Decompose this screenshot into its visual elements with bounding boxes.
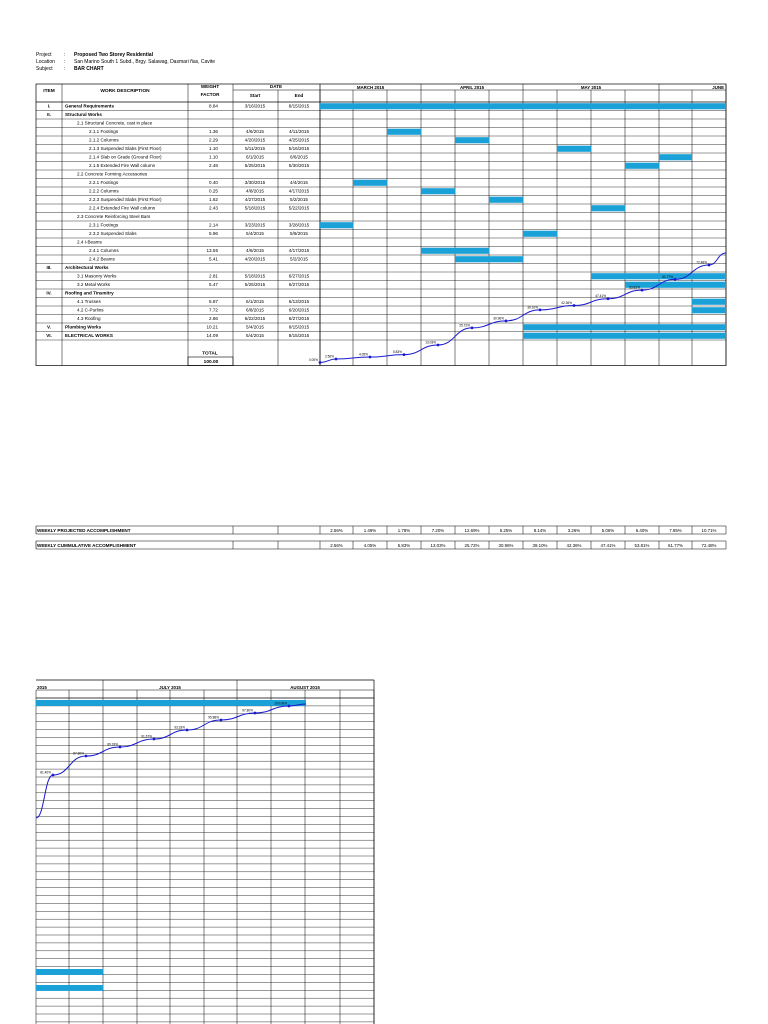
gantt-bar	[692, 307, 726, 313]
s-curve-label: 72.48%	[696, 260, 707, 265]
s-curve-label: 0.00%	[308, 358, 318, 362]
gantt-bar	[36, 969, 103, 975]
work-description: 2.2.4 Extended Fire Wall column	[89, 205, 156, 211]
gantt-bar	[523, 324, 726, 330]
start-date: 5/4/2015	[246, 230, 264, 236]
weekly-cumulative-value: 42.36%	[566, 542, 582, 548]
s-curve-point	[369, 356, 372, 359]
weight-factor: 5.87	[209, 298, 218, 304]
weight-factor: 5.96	[209, 230, 218, 236]
gantt-bar	[591, 273, 726, 279]
work-description: 2.1 Structural Concrete, cast in place	[77, 120, 153, 126]
gantt-bar	[320, 103, 726, 109]
project-value: Proposed Two Storey Residential	[74, 52, 154, 58]
s-curve-point	[119, 746, 122, 749]
start-date: 5/4/2015	[246, 324, 264, 330]
start-date: 6/1/2015	[246, 154, 264, 160]
weight-factor: 7.72	[209, 307, 218, 313]
end-date: 6/27/2015	[288, 281, 310, 287]
work-description: 2.1.5 Extended Fire Wall column	[89, 162, 156, 168]
gantt-bar	[591, 205, 625, 211]
weight-factor: 0.40	[209, 179, 218, 185]
s-curve-label: 89.33%	[107, 742, 118, 747]
start-date: 4/20/2015	[244, 137, 266, 143]
weight-factor: 14.09	[206, 332, 218, 338]
s-curve-label: 39.10%	[527, 305, 538, 310]
end-date: 4/25/2015	[288, 137, 310, 143]
header-factor: FACTOR	[200, 92, 220, 97]
gantt-bar	[320, 222, 353, 228]
month-label: MAY 2015	[580, 85, 602, 90]
weekly-cumulative-label: WEEKLY CUMMULATIVE ACCOMPLISHMENT	[37, 542, 137, 548]
gantt-bar	[421, 188, 455, 194]
s-curve-point	[220, 719, 223, 722]
s-curve-label: 5.83%	[392, 350, 402, 355]
weekly-projected-value: 10.71%	[701, 527, 717, 533]
weekly-cumulative-value: 53.81%	[634, 542, 650, 548]
end-date: 4/4/2015	[290, 179, 308, 185]
s-curve-label: 13.03%	[425, 340, 436, 345]
month-label: JULY 2015	[159, 685, 181, 690]
sep: :	[64, 59, 66, 65]
end-date: 6/20/2015	[288, 307, 310, 313]
weight-factor: 1.10	[209, 154, 218, 160]
location-value: San Marino South 1 Subd., Brgy. Salawag, Dasmari ñas, Cavite	[74, 59, 216, 65]
s-curve-point	[573, 304, 576, 307]
gantt-bar	[36, 985, 103, 991]
s-curve-label: 53.81%	[629, 285, 640, 290]
total-value: 100.00	[203, 360, 219, 365]
weekly-projected-value: 7.95%	[669, 527, 682, 533]
gantt-bar	[489, 197, 523, 203]
end-date: 6/27/2015	[288, 315, 310, 321]
gantt-bar	[659, 154, 692, 160]
s-curve-point	[288, 705, 291, 708]
end-date: 5/22/2015	[288, 205, 310, 211]
s-curve-point	[471, 327, 474, 330]
start-date: 5/25/2015	[244, 162, 266, 168]
work-description: 2.1.4 Slab on Grade (Ground Floor)	[89, 154, 162, 160]
s-curve-label: 87.80%	[73, 751, 84, 756]
s-curve-point	[153, 738, 156, 741]
weekly-projected-label: WEEKLY PROJECTED ACCOMPLISHMENT	[37, 527, 131, 533]
s-curve-label: 2.56%	[324, 354, 334, 359]
header-item: ITEM	[43, 89, 55, 94]
s-curve-label: 93.33%	[174, 725, 185, 730]
start-date: 5/18/2015	[244, 273, 266, 279]
weight-factor: 2.29	[209, 137, 218, 143]
work-description: 2.3 Concrete Reinforcing Steel Bars	[77, 213, 151, 219]
s-curve-point	[335, 358, 338, 361]
work-description: 2.2.1 Footings	[89, 179, 119, 185]
weight-factor: 13.55	[206, 247, 218, 253]
subject-value: BAR CHART	[74, 66, 104, 72]
work-description: 3.2 Metal Works	[77, 281, 111, 287]
item-number: VI.	[46, 332, 52, 338]
end-date: 8/15/2015	[288, 103, 310, 109]
end-date: 5/16/2015	[288, 145, 310, 151]
weekly-cumulative-value: 30.96%	[498, 542, 514, 548]
item-number: III.	[46, 264, 52, 270]
work-description: 2.1.2 Columns	[89, 137, 119, 143]
month-label: JUNE	[712, 85, 724, 90]
header-date: DATE	[269, 84, 283, 89]
gantt-bar	[387, 129, 421, 135]
weekly-cumulative-value: 4.05%	[363, 542, 377, 548]
work-description: 2.4 I-Beams	[77, 239, 102, 245]
sep: :	[64, 52, 66, 58]
start-date: 4/6/2015	[246, 247, 264, 253]
work-description: Architectural Works	[65, 264, 109, 270]
end-date: 4/17/2015	[288, 247, 310, 253]
weekly-projected-value: 5.06%	[601, 527, 615, 533]
start-date: 5/11/2015	[244, 145, 266, 151]
work-description: Plumbing Works	[65, 324, 102, 330]
s-curve-point	[85, 755, 88, 758]
end-date: 6/13/2015	[288, 298, 310, 304]
weekly-cumulative-value: 2.56%	[330, 542, 343, 548]
weekly-cumulative-value: 13.03%	[430, 542, 446, 548]
gantt-bar	[523, 231, 557, 237]
start-date: 4/8/2015	[246, 188, 264, 194]
top-table-frame	[36, 84, 726, 366]
work-description: 2.2 Concrete Forming Accessories	[77, 171, 148, 177]
s-curve-label: 42.36%	[561, 301, 572, 306]
weight-factor: 2.86	[209, 315, 218, 321]
s-curve-label: 91.67%	[141, 734, 152, 739]
s-curve-point	[539, 309, 542, 312]
start-date: 3/30/2015	[244, 179, 266, 185]
end-date: 8/15/2015	[288, 324, 310, 330]
weight-factor: 0.25	[209, 188, 218, 194]
weight-factor: 2.48	[209, 162, 218, 168]
gantt-bar	[455, 137, 489, 143]
total-label: TOTAL	[202, 351, 218, 357]
work-description: Structural Works	[65, 111, 102, 117]
weekly-projected-value: 1.49%	[363, 527, 377, 533]
gantt-bar	[692, 299, 726, 305]
work-description: 4.2 C-Purlins	[77, 307, 104, 313]
work-description: 2.4.2 Beams	[89, 256, 115, 262]
weight-factor: 10.21	[206, 324, 218, 330]
work-description: 3.1 Masonry Works	[77, 273, 117, 279]
weekly-projected-value: 7.20%	[431, 527, 445, 533]
work-description: General Requirements	[65, 103, 115, 109]
weekly-projected-value: 12.69%	[464, 527, 480, 533]
start-date: 4/6/2015	[246, 128, 264, 134]
work-description: 2.4.1 Columns	[89, 247, 119, 253]
gantt-bar	[455, 256, 523, 262]
start-date: 3/23/2015	[244, 222, 266, 228]
start-date: 6/22/2015	[244, 315, 266, 321]
s-curve-label: 95.88%	[208, 715, 219, 720]
s-curve-point	[607, 297, 610, 300]
s-curve-point	[186, 729, 189, 732]
end-date: 4/11/2015	[288, 128, 310, 134]
s-curve-label: 100.00%	[274, 701, 287, 706]
gantt-bar	[625, 282, 726, 288]
header-weight: WEIGHT	[200, 84, 220, 89]
weight-factor: 2.43	[209, 205, 218, 211]
s-curve-point	[505, 319, 508, 322]
s-curve-label: 4.05%	[358, 352, 368, 357]
month-label: 2015	[37, 685, 47, 690]
start-date: 6/8/2015	[246, 307, 264, 313]
header-end: End	[294, 93, 304, 98]
weight-factor: 8.84	[209, 103, 218, 109]
start-date: 4/27/2015	[244, 196, 266, 202]
gantt-bar	[421, 248, 489, 254]
item-number: I.	[47, 103, 51, 109]
s-curve-label: 97.80%	[242, 708, 253, 713]
item-number: II.	[47, 111, 51, 117]
work-description: 2.2.3 Suspended Slabs (First Floor)	[89, 196, 162, 202]
bottom-table	[36, 680, 374, 1024]
work-description: 2.3.1 Footings	[89, 222, 119, 228]
end-date: 6/27/2015	[288, 273, 310, 279]
weekly-cumulative-value: 72.48%	[701, 542, 717, 548]
weekly-projected-value: 6.40%	[635, 527, 649, 533]
weekly-projected-value: 1.78%	[397, 527, 411, 533]
item-number: IV.	[46, 290, 52, 296]
s-curve-label: 30.96%	[493, 316, 504, 321]
gantt-bar	[625, 163, 659, 169]
s-curve-label: 47.41%	[595, 294, 606, 299]
work-description: 2.3.2 Suspended Slabs	[89, 230, 137, 236]
end-date: 5/30/2015	[288, 162, 310, 168]
subject-label: Subject	[36, 66, 53, 72]
weekly-projected-value: 8.14%	[533, 527, 547, 533]
sep: :	[64, 66, 66, 72]
end-date: 5/9/2015	[290, 230, 308, 236]
start-date: 3/16/2015	[244, 103, 266, 109]
end-date: 5/2/2015	[290, 196, 308, 202]
end-date: 6/6/2015	[290, 154, 308, 160]
s-curve-label: 81.40%	[40, 770, 51, 775]
work-description: 4.3 Roofing	[77, 315, 101, 321]
month-label: AUGUST 2015	[290, 685, 320, 690]
weekly-cumulative-value: 61.77%	[668, 542, 683, 548]
s-curve-point	[403, 353, 406, 356]
month-label: APRIL 2015	[459, 85, 485, 90]
s-curve-point	[254, 712, 257, 715]
end-date: 8/15/2015	[288, 332, 310, 338]
gantt-bar	[523, 333, 726, 339]
work-description: Roofing and Tinsmitry	[65, 290, 114, 296]
weight-factor: 2.14	[209, 222, 218, 228]
work-description: 4.1 Trusses	[77, 298, 101, 304]
s-curve-label: 25.72%	[459, 323, 470, 328]
weight-factor: 1.10	[209, 145, 218, 151]
weekly-cumulative-value: 5.83%	[397, 542, 411, 548]
work-description: ELECTRICAL WORKS	[65, 332, 113, 338]
weekly-projected-value: 3.26%	[567, 527, 581, 533]
weight-factor: 1.36	[209, 128, 218, 134]
end-date: 3/28/2015	[288, 222, 310, 228]
item-number: V.	[47, 324, 51, 330]
top-table	[36, 84, 726, 549]
start-date: 5/18/2015	[244, 205, 266, 211]
start-date: 5/4/2015	[246, 332, 264, 338]
weekly-cumulative-value: 47.41%	[600, 542, 616, 548]
weight-factor: 2.81	[209, 273, 218, 279]
month-label: MARCH 2015	[356, 85, 385, 90]
work-description: 2.2.2 Columns	[89, 188, 119, 194]
weight-factor: 5.47	[209, 281, 218, 287]
gantt-bar	[353, 180, 387, 186]
s-curve-point	[674, 278, 677, 281]
project-label: Project	[36, 52, 52, 58]
end-date: 5/2/2015	[290, 256, 308, 262]
start-date: 6/1/2015	[246, 298, 264, 304]
s-curve-point	[52, 774, 55, 777]
start-date: 4/20/2015	[244, 256, 266, 262]
weekly-projected-value: 5.25%	[499, 527, 513, 533]
header-work-description: WORK DESCRIPTION	[100, 89, 150, 94]
gantt-bar	[557, 146, 591, 152]
end-date: 4/17/2015	[288, 188, 310, 194]
location-label: Location	[36, 59, 55, 65]
weight-factor: 1.62	[209, 196, 218, 202]
s-curve-point	[641, 289, 644, 292]
work-description: 2.1.1 Footings	[89, 128, 119, 134]
start-date: 5/25/2015	[244, 281, 266, 287]
s-curve-point	[437, 344, 440, 347]
gantt-bar	[36, 700, 306, 706]
s-curve-point	[708, 264, 711, 267]
weekly-cumulative-value: 39.10%	[532, 542, 548, 548]
weekly-projected-value: 2.56%	[330, 527, 343, 533]
s-curve-label: 61.77%	[662, 274, 673, 279]
s-curve-point	[319, 361, 322, 364]
header-start: Start	[249, 93, 261, 98]
weight-factor: 5.41	[209, 256, 218, 262]
work-description: 2.1.3 Suspended Slabs (First Floor)	[89, 145, 162, 151]
weekly-cumulative-value: 25.72%	[464, 542, 480, 548]
